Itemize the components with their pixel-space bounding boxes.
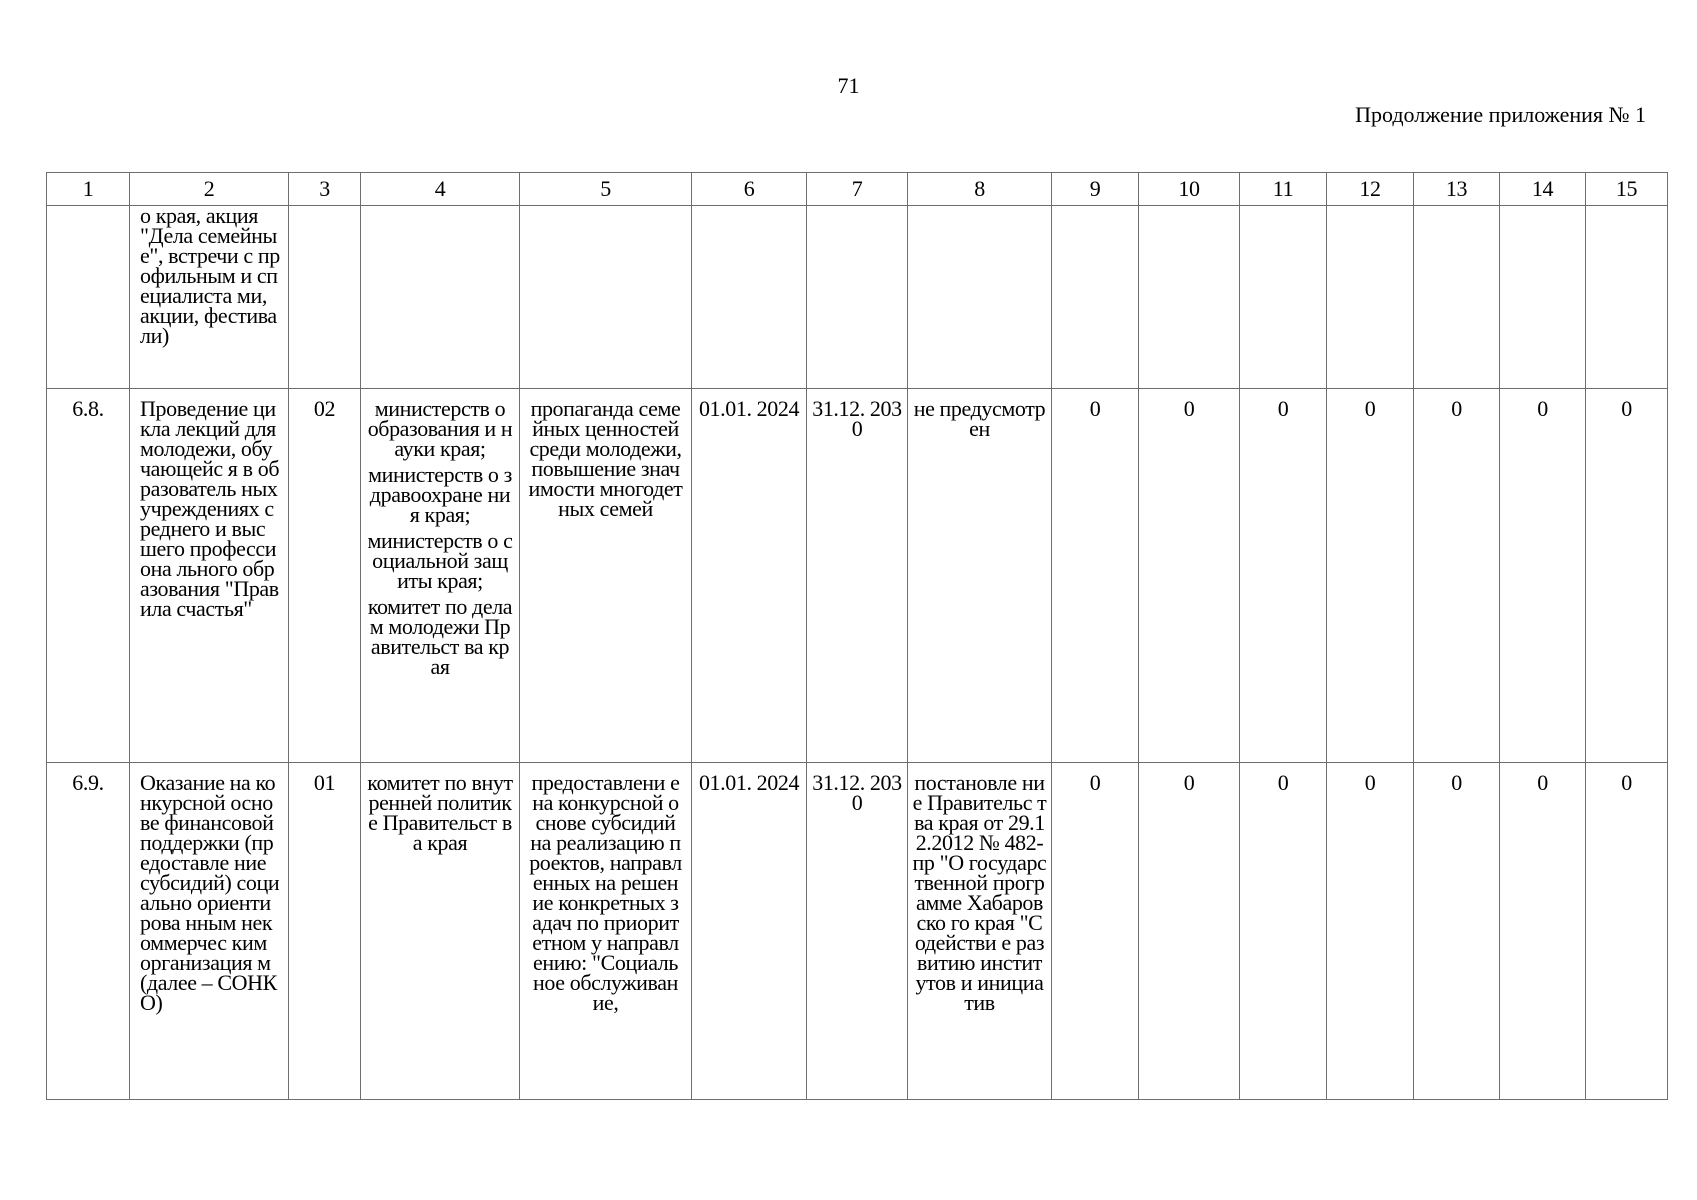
value-cell: 0 xyxy=(1500,389,1586,763)
start-date: 01.01. 2024 xyxy=(692,389,807,763)
value-cell: 0 xyxy=(1240,763,1327,1100)
end-date: 31.12. 2030 xyxy=(807,763,908,1100)
expected-result: предоставлени е на конкурсной основе субсидий на реализацию проектов, направленных на решение конкретных задач по приоритетном у направлению: "Социальное обслуживание, xyxy=(520,763,692,1100)
column-number-header xyxy=(47,173,1668,206)
row-number xyxy=(47,206,130,389)
header-cell: 9 xyxy=(1052,173,1139,206)
legal-basis: не предусмотр ен xyxy=(908,389,1052,763)
end-date xyxy=(807,206,908,389)
program-table xyxy=(46,172,1668,1100)
expected-result xyxy=(520,206,692,389)
executor-entry: комитет по делам молодежи Правительст ва края xyxy=(367,594,513,679)
value-cell: 0 xyxy=(1414,763,1500,1100)
legal-basis: постановле ние Правительс тва края от 29.12.2012 № 482-пр "О государс твенной программе Хабаровско го края "Содействи е развитию институтов и инициатив xyxy=(908,763,1052,1100)
priority-code: 01 xyxy=(289,763,361,1100)
event-name: Оказание на конкурсной основе финансовой поддержки (предоставле ние субсидий) социально ориентирова нным некоммерчес ким организация м (далее – СОНКО) xyxy=(130,763,289,1100)
header-cell: 14 xyxy=(1500,173,1586,206)
header-cell: 13 xyxy=(1414,173,1500,206)
appendix-note: Продолжение приложения № 1 xyxy=(1355,102,1646,127)
row-number: 6.8. xyxy=(47,389,130,763)
responsible-executors xyxy=(361,206,520,389)
value-cell: 0 xyxy=(1586,389,1668,763)
header-cell: 1 xyxy=(47,173,130,206)
header-cell: 10 xyxy=(1139,173,1240,206)
header-cell: 15 xyxy=(1586,173,1668,206)
value-cell: 0 xyxy=(1586,763,1668,1100)
value-cell: 0 xyxy=(1327,389,1414,763)
executor-entry: министерств о образования и науки края; xyxy=(367,396,513,461)
priority-code xyxy=(289,206,361,389)
event-name: Проведение цикла лекций для молодежи, обучающейс я в образователь ных учреждениях среднего и высшего профессиона льного образования "Правила счастья" xyxy=(130,389,289,763)
executor-entry: министерств о социальной защиты края; xyxy=(367,528,513,593)
header-cell: 5 xyxy=(520,173,692,206)
value-cell: 0 xyxy=(1139,389,1240,763)
expected-result: пропаганда семейных ценностей среди молодежи, повышение значимости многодетных семей xyxy=(520,389,692,763)
value-cell xyxy=(1327,206,1414,389)
header-cell: 2 xyxy=(130,173,289,206)
end-date: 31.12. 2030 xyxy=(807,389,908,763)
value-cell: 0 xyxy=(1500,763,1586,1100)
executor-entry: комитет по внутренней политике Правительст ва края xyxy=(367,770,513,855)
value-cell xyxy=(1240,206,1327,389)
legal-basis xyxy=(908,206,1052,389)
value-cell xyxy=(1500,206,1586,389)
value-cell xyxy=(1414,206,1500,389)
responsible-executors xyxy=(361,389,520,763)
header-cell: 12 xyxy=(1327,173,1414,206)
row-number: 6.9. xyxy=(47,763,130,1100)
value-cell xyxy=(1052,206,1139,389)
table-row xyxy=(47,389,1668,763)
value-cell: 0 xyxy=(1139,763,1240,1100)
value-cell: 0 xyxy=(1052,389,1139,763)
header-cell: 4 xyxy=(361,173,520,206)
table-row xyxy=(47,763,1668,1100)
event-name: о края, акция "Дела семейные", встречи с профильным и специалиста ми, акции, фестивали) xyxy=(130,206,289,389)
priority-code: 02 xyxy=(289,389,361,763)
start-date xyxy=(692,206,807,389)
value-cell xyxy=(1139,206,1240,389)
responsible-executors xyxy=(361,763,520,1100)
value-cell xyxy=(1586,206,1668,389)
header-cell: 8 xyxy=(908,173,1052,206)
table-row-continued xyxy=(47,206,1668,389)
start-date: 01.01. 2024 xyxy=(692,763,807,1100)
header-cell: 11 xyxy=(1240,173,1327,206)
value-cell: 0 xyxy=(1414,389,1500,763)
header-cell: 7 xyxy=(807,173,908,206)
header-cell: 6 xyxy=(692,173,807,206)
value-cell: 0 xyxy=(1327,763,1414,1100)
header-cell: 3 xyxy=(289,173,361,206)
page-number: 71 xyxy=(837,73,860,98)
value-cell: 0 xyxy=(1052,763,1139,1100)
executor-entry: министерств о здравоохране ния края; xyxy=(368,462,512,527)
value-cell: 0 xyxy=(1240,389,1327,763)
